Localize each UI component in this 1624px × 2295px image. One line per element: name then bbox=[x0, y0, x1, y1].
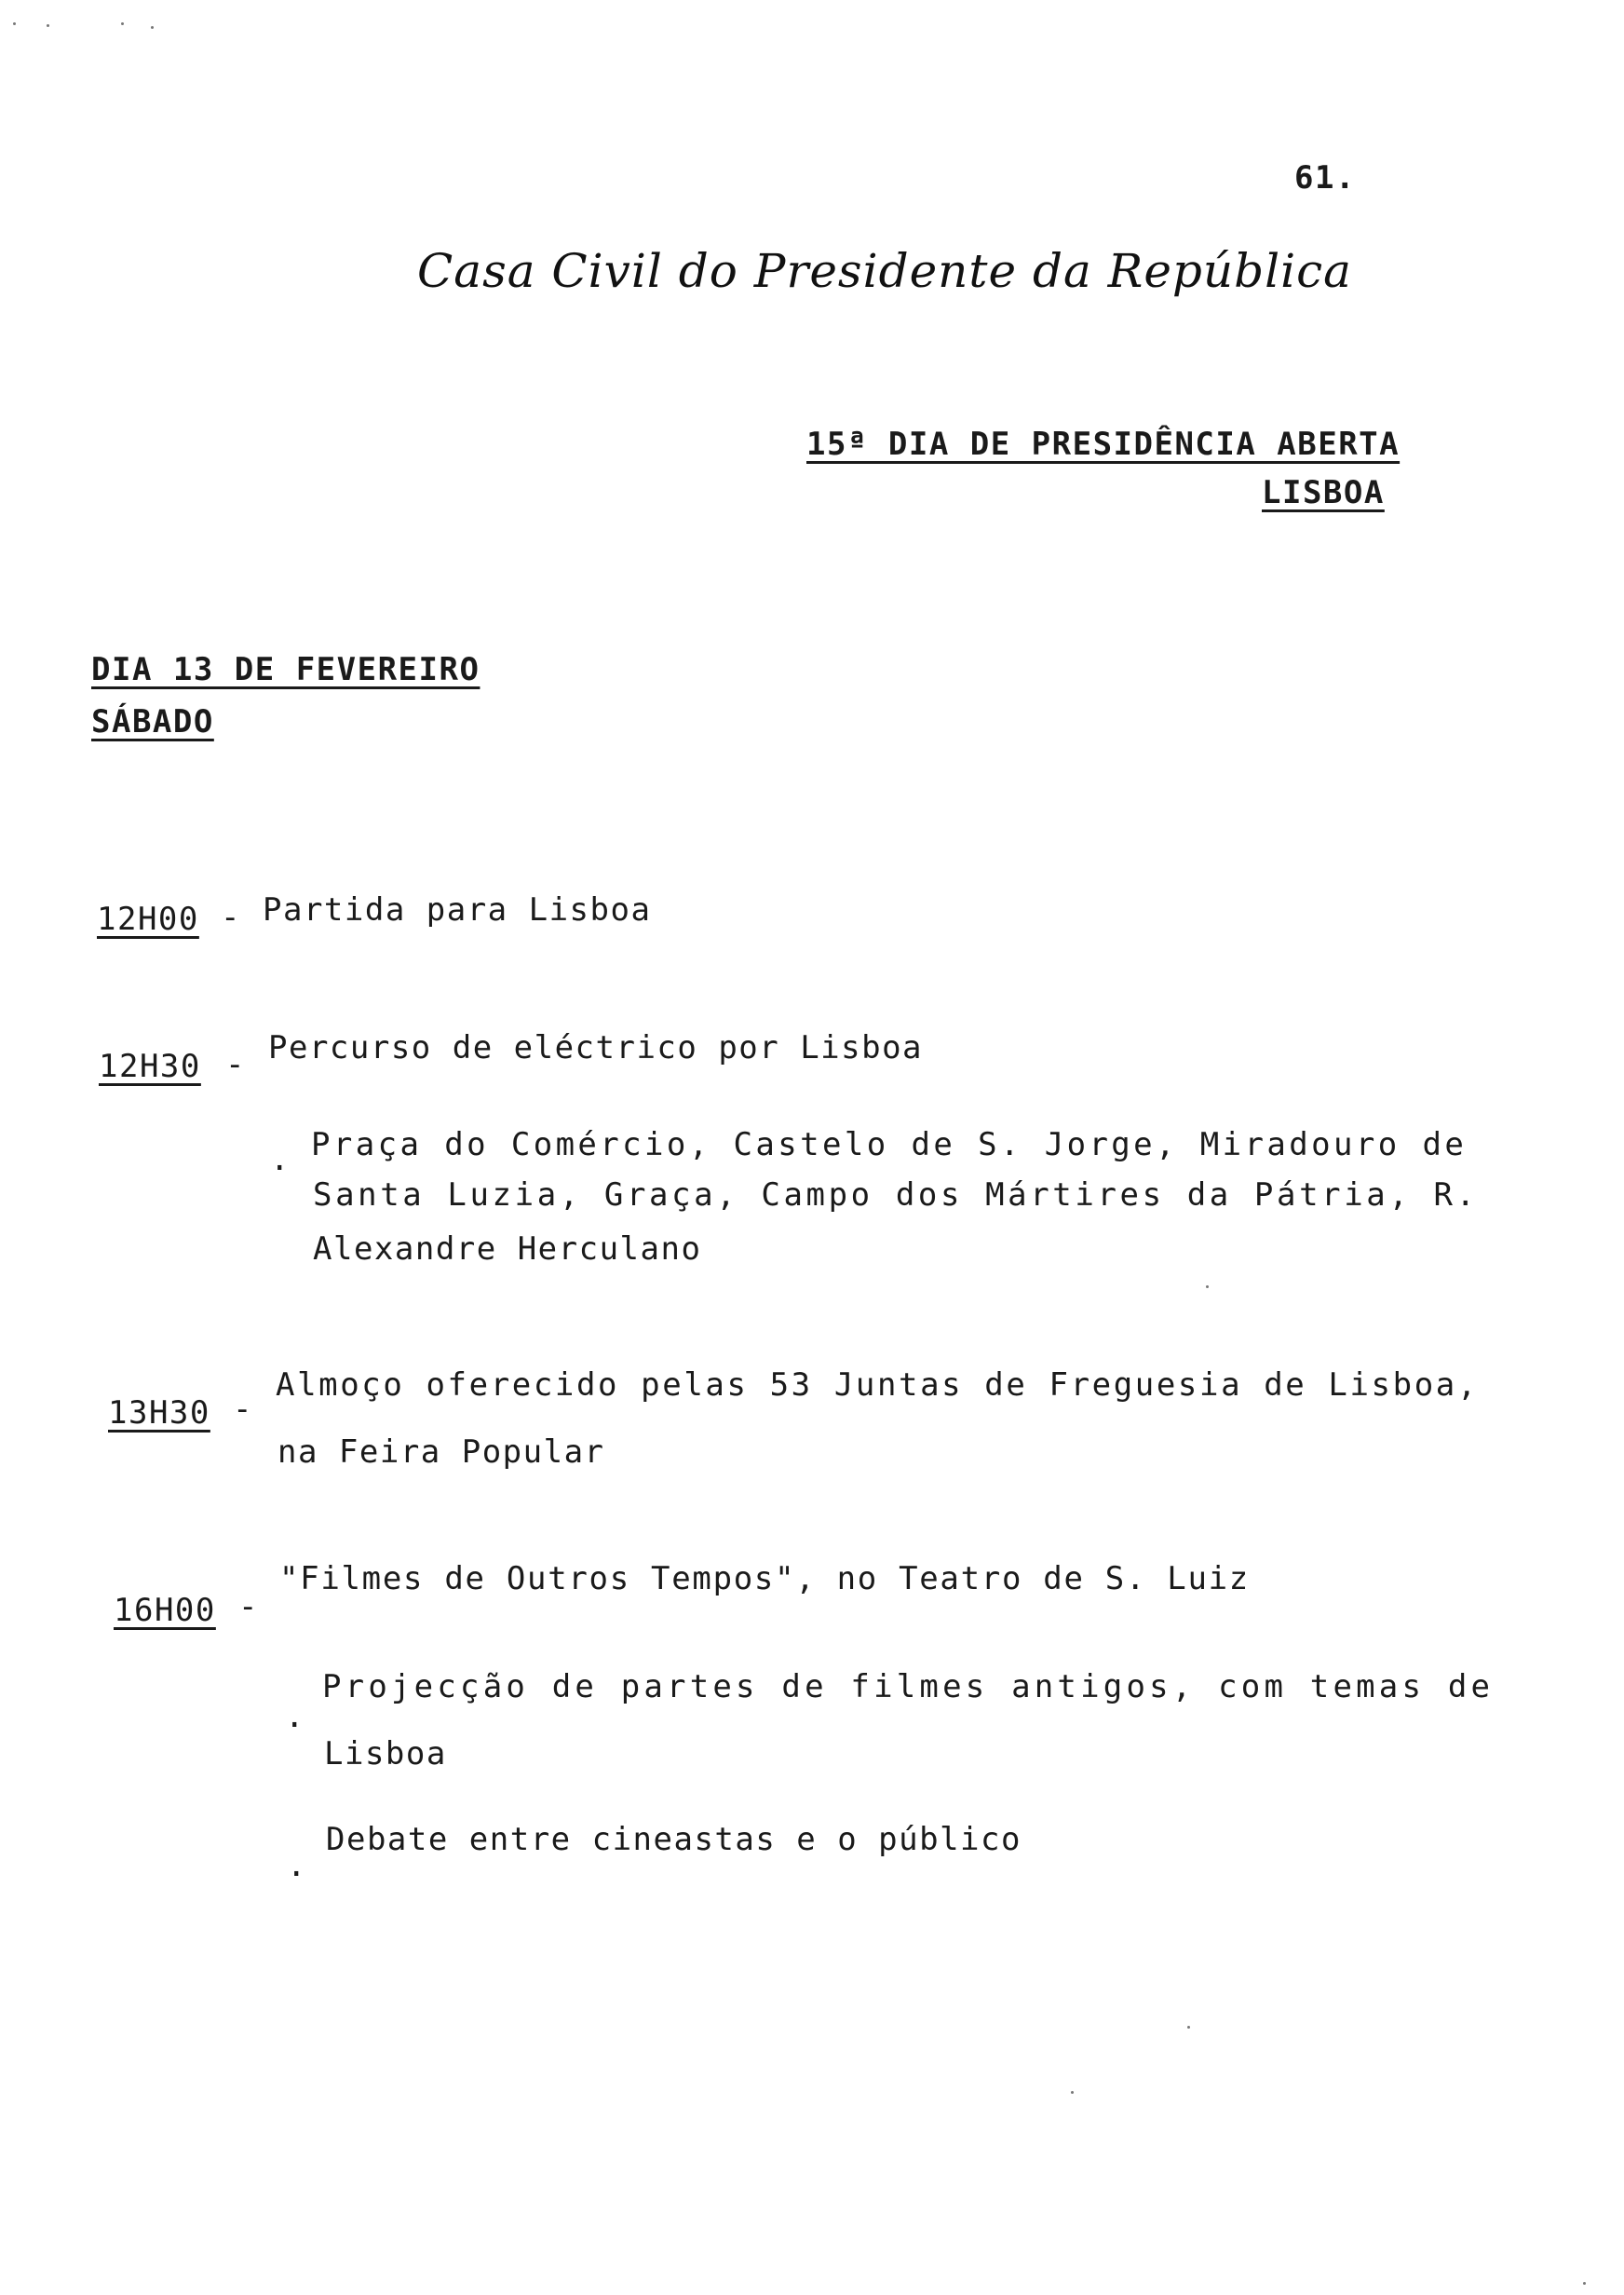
detail-line: Debate entre cineastas e o público bbox=[326, 1821, 1022, 1858]
letterhead: Casa Civil do Presidente da República bbox=[417, 244, 1352, 298]
bullet: . bbox=[270, 1141, 291, 1178]
schedule-dash: - bbox=[221, 899, 241, 936]
scan-speck bbox=[13, 22, 16, 25]
schedule-time: 13H30 bbox=[108, 1394, 210, 1432]
date-day: DIA 13 DE FEVEREIRO bbox=[91, 651, 480, 688]
scan-speck bbox=[1206, 1285, 1209, 1288]
bullet: . bbox=[285, 1698, 305, 1735]
detail-line: Alexandre Herculano bbox=[313, 1230, 702, 1268]
scan-speck bbox=[1071, 2091, 1074, 2094]
bullet: . bbox=[287, 1847, 307, 1884]
scan-speck bbox=[47, 24, 49, 27]
schedule-time: 12H30 bbox=[99, 1048, 201, 1085]
scan-speck bbox=[1583, 2282, 1586, 2285]
schedule-text: "Filmes de Outros Tempos", no Teatro de S. Luiz bbox=[279, 1560, 1250, 1597]
schedule-dash: - bbox=[238, 1588, 259, 1625]
schedule-time: 16H00 bbox=[114, 1592, 216, 1629]
scan-speck bbox=[121, 22, 124, 25]
scan-speck bbox=[1187, 2026, 1190, 2029]
schedule-dash: - bbox=[225, 1046, 246, 1083]
schedule-text-continued: na Feira Popular bbox=[277, 1433, 605, 1471]
schedule-text: Almoço oferecido pelas 53 Juntas de Freguesia de Lisboa, bbox=[276, 1366, 1479, 1404]
detail-line: Projecção de partes de filmes antigos, com temas de bbox=[322, 1668, 1495, 1705]
page-number: 61. bbox=[1294, 159, 1356, 197]
header-location: LISBOA bbox=[1262, 474, 1385, 511]
detail-line: Lisboa bbox=[324, 1735, 447, 1772]
schedule-dash: - bbox=[233, 1391, 253, 1428]
schedule-time: 12H00 bbox=[97, 901, 199, 938]
schedule-text: Percurso de eléctrico por Lisboa bbox=[268, 1029, 924, 1066]
header-title: 15ª DIA DE PRESIDÊNCIA ABERTA bbox=[806, 426, 1401, 463]
detail-line: Santa Luzia, Graça, Campo dos Mártires da Pátria, R. bbox=[313, 1176, 1479, 1214]
schedule-text: Partida para Lisboa bbox=[263, 891, 652, 929]
scan-speck bbox=[151, 26, 154, 29]
date-weekday: SÁBADO bbox=[91, 703, 214, 740]
detail-line: Praça do Comércio, Castelo de S. Jorge, Miradouro de bbox=[311, 1126, 1468, 1163]
